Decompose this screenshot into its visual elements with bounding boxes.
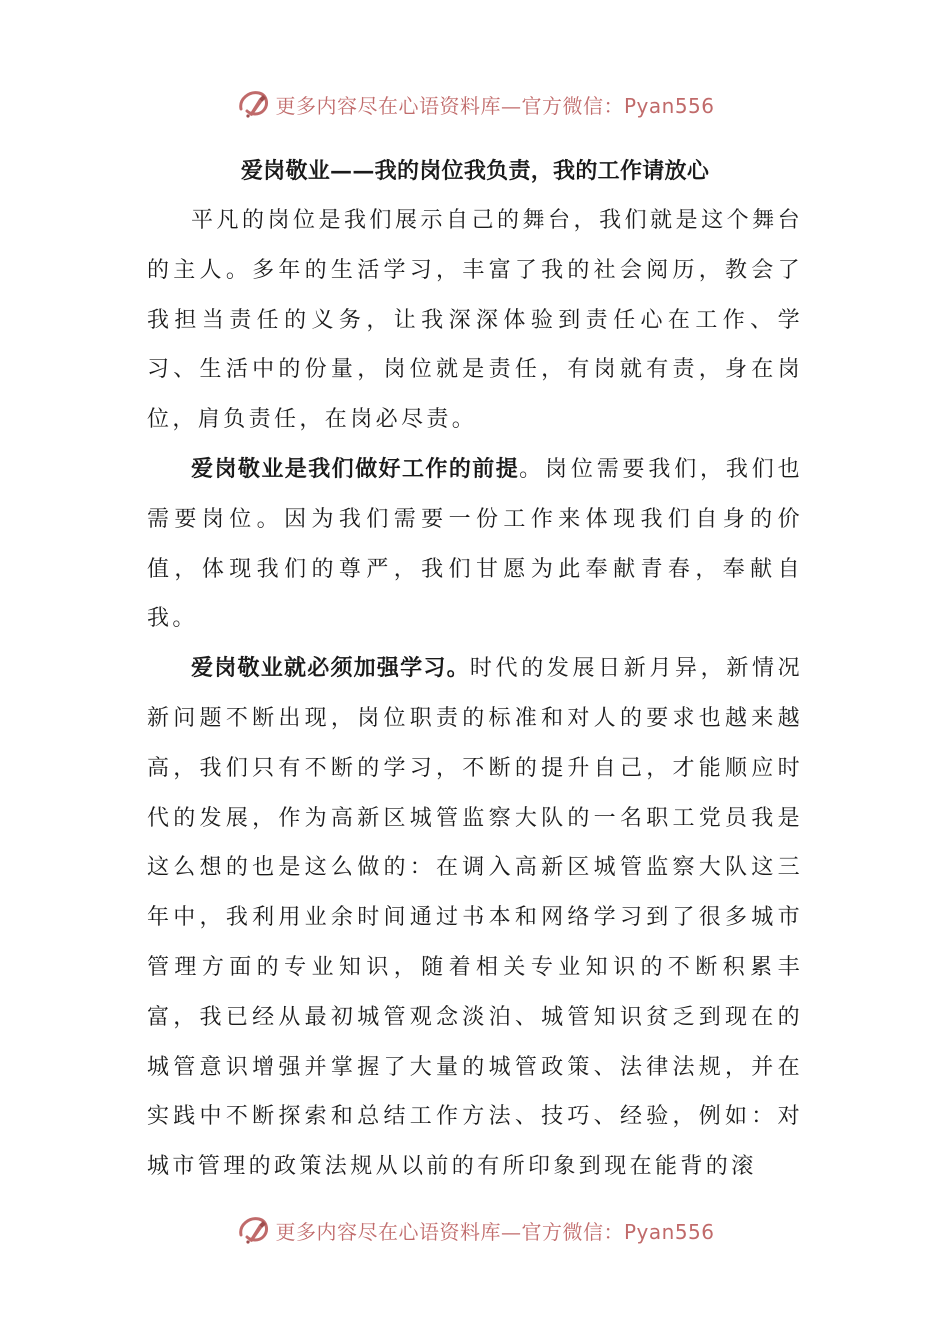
header-banner	[0, 82, 950, 126]
paragraph-text: 平凡的岗位是我们展示自己的舞台，我们就是这个舞台的主人。多年的生活学习，丰富了我的社会阅历，教会了我担当责任的义务，让我深深体验到责任心在工作、学习、生活中的份量，岗位就是责任，有岗就有责，身在岗位，肩负责任，在岗必尽责。	[147, 208, 803, 433]
document-title: 爱岗敬业——我的岗位我负责，我的工作请放心	[240, 158, 710, 184]
paragraph-text: 。岗位需要我们，我们也需要岗位。因为我们需要一份工作来体现我们自身的价值，体现我们的尊严，我们甘愿为此奉献青春，奉献自我。	[147, 456, 803, 632]
paragraph-1	[147, 196, 803, 445]
paragraph-lead: 爱岗敬业就必须加强学习。	[191, 655, 470, 682]
document-body	[147, 146, 803, 1192]
paragraph-text: 时代的发展日新月异，新情况新问题不断出现，岗位职责的标准和对人的要求也越来越高，我们只有不断的学习，不断的提升自己，才能顺应时代的发展，作为高新区城管监察大队的一名职工党员我是这么想的也是这么做的：在调入高新区城管监察大队这三年中，我利用业余时间通过书本和网络学习到了很多城市管理方面的专业知识，随着相关专业知识的不断积累丰富，我已经从最初城管观念淡泊、城管知识贫乏到现在的城管意识增强并掌握了大量的城管政策、法律法规，并在实践中不断探索和总结工作方法、技巧、经验，例如：对城市管理的政策法规从以前的有所印象到现在能背的滚	[147, 656, 803, 1180]
banner-text: 更多内容尽在心语资料库—官方微信：Pyan556	[275, 1219, 715, 1244]
footer-banner	[0, 1208, 950, 1252]
banner-text: 更多内容尽在心语资料库—官方微信：Pyan556	[275, 93, 715, 118]
pen-nib-swirl-icon	[235, 1211, 273, 1249]
wechat-id: Pyan556	[623, 93, 715, 118]
wechat-id: Pyan556	[623, 1219, 715, 1244]
paragraph-2	[147, 445, 803, 644]
paragraph-3	[147, 644, 803, 1192]
pen-nib-swirl-icon	[235, 85, 273, 123]
paragraph-lead: 爱岗敬业是我们做好工作的前提	[191, 455, 520, 482]
